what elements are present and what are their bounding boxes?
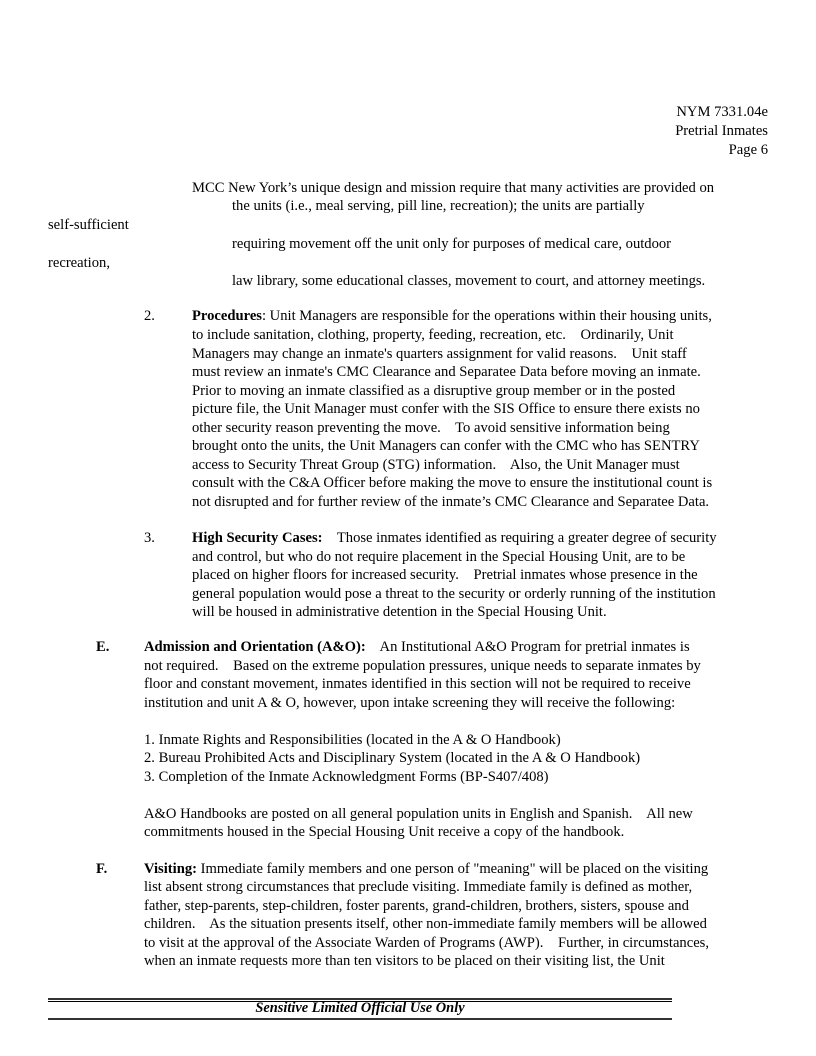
section-e-closing-line: A&O Handbooks are posted on all general population units in English and Spanish. All new (144, 806, 693, 822)
section-f-heading: Visiting: (144, 861, 197, 877)
item-2-heading: Procedures (192, 308, 262, 324)
section-e-line: institution and unit A & O, however, upon intake screening they will receive the following: (144, 695, 676, 711)
section-e-closing-line: commitments housed in the Special Housing Unit receive a copy of the handbook. (144, 824, 625, 840)
page-number: Page 6 (728, 142, 768, 158)
footer-rule-bottom (48, 1018, 672, 1020)
section-f-line: to visit at the approval of the Associate Warden of Programs (AWP). Further, in circumstances, (144, 935, 710, 951)
item-2-number: 2. (144, 308, 155, 324)
item-3-line: and control, but who do not require placement in the Special Housing Unit, are to be (192, 549, 686, 565)
section-f-line: list absent strong circumstances that preclude visiting. Immediate family is defined as mother, (144, 879, 693, 895)
section-f-letter: F. (96, 861, 108, 877)
intro-line: requiring movement off the unit only for purposes of medical care, outdoor (232, 236, 672, 252)
item-2-line: other security reason preventing the move. To avoid sensitive information being (192, 420, 670, 436)
item-3-line: placed on higher floors for increased security. Pretrial inmates whose presence in the (192, 567, 698, 583)
section-e-line: floor and constant movement, inmates identified in this section will not be required to receive (144, 676, 691, 692)
item-3-number: 3. (144, 530, 155, 546)
section-e-letter: E. (96, 639, 110, 655)
section-e-list-item: 2. Bureau Prohibited Acts and Disciplinary System (located in the A & O Handbook) (144, 750, 641, 766)
section-f-text: Immediate family members and one person of "meaning" will be placed on the visiting (196, 861, 709, 877)
item-2-line: must review an inmate's CMC Clearance and Separatee Data before moving an inmate. (192, 364, 701, 380)
section-e-line: not required. Based on the extreme population pressures, unique needs to separate inmates by (144, 658, 701, 674)
item-2-first-line (192, 307, 712, 326)
document-number: NYM 7331.04e (676, 104, 768, 120)
item-2-line: not disrupted and for further review of the inmate’s CMC Clearance and Separatee Data. (192, 494, 710, 510)
intro-line: MCC New York’s unique design and mission require that many activities are provided on (192, 180, 715, 196)
section-f-line: when an inmate requests more than ten visitors to be placed on their visiting list, the Unit (144, 953, 665, 969)
section-e-text: An Institutional A&O Program for pretrial inmates is (365, 639, 690, 655)
item-2-line: picture file, the Unit Manager must confer with the SIS Office to ensure there exists no (192, 401, 700, 417)
section-f-first-line (144, 860, 708, 879)
intro-line: law library, some educational classes, movement to court, and attorney meetings. (232, 273, 706, 289)
section-e-list-item: 3. Completion of the Inmate Acknowledgment Forms (BP-S407/408) (144, 769, 549, 785)
section-f-line: children. As the situation presents itself, other non-immediate family members will be allowed (144, 916, 707, 932)
item-2-line: to include sanitation, clothing, property, feeding, recreation, etc. Ordinarily, Unit (192, 327, 674, 343)
intro-line: the units (i.e., meal serving, pill line, recreation); the units are partially (232, 198, 645, 214)
item-2-line: Managers may change an inmate's quarters assignment for valid reasons. Unit staff (192, 346, 687, 362)
section-e-list-item: 1. Inmate Rights and Responsibilities (located in the A & O Handbook) (144, 732, 561, 748)
item-2-text: : Unit Managers are responsible for the operations within their housing units, (261, 308, 712, 324)
item-2-line: Prior to moving an inmate classified as a disruptive group member or in the posted (192, 383, 676, 399)
section-f-line: father, step-parents, step-children, foster parents, grand-children, brothers, sisters, spouse and (144, 898, 689, 914)
section-e-heading: Admission and Orientation (A&O): (144, 639, 366, 655)
item-3-text: Those inmates identified as requiring a greater degree of security (322, 530, 717, 546)
item-3-heading: High Security Cases: (192, 530, 323, 546)
item-3-first-line (192, 529, 717, 548)
item-2-line: access to Security Threat Group (STG) information. Also, the Unit Manager must (192, 457, 680, 473)
item-2-line: brought onto the units, the Unit Managers can confer with the CMC who has SENTRY (192, 438, 700, 454)
intro-line: recreation, (48, 255, 110, 271)
item-2-line: consult with the C&A Officer before making the move to ensure the institutional count is (192, 475, 713, 491)
section-e-first-line (144, 638, 690, 657)
document-title: Pretrial Inmates (675, 123, 768, 139)
classification-label: Sensitive Limited Official Use Only (255, 1000, 465, 1016)
intro-line: self-sufficient (48, 217, 129, 233)
item-3-line: will be housed in administrative detention in the Special Housing Unit. (192, 604, 607, 620)
item-3-line: general population would pose a threat to the security or orderly running of the institution (192, 586, 716, 602)
